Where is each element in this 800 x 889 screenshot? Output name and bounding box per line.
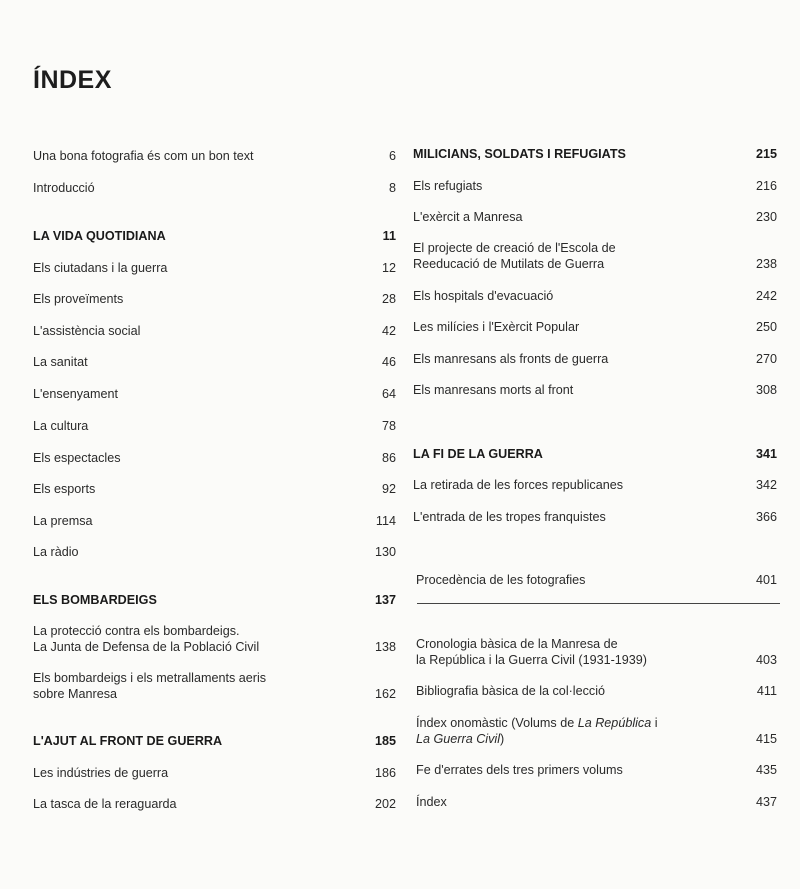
toc-section-heading[interactable]: MILICIANS, SOLDATS I REFUGIATS 215 [413, 147, 777, 161]
toc-entry[interactable]: La retirada de les forces republicanes 342 [413, 478, 777, 492]
toc-entry[interactable]: L'entrada de les tropes franquistes 366 [413, 510, 777, 524]
toc-entry[interactable]: La sanitat 46 [33, 355, 396, 369]
toc-section-heading[interactable]: L'AJUT AL FRONT DE GUERRA 185 [33, 734, 396, 748]
toc-entry[interactable]: Índex onomàstic (Volums de La República i La Guerra Civil) 415 [416, 716, 777, 746]
page-title: ÍNDEX [33, 66, 112, 94]
section-divider [417, 603, 780, 604]
toc-section-heading[interactable]: ELS BOMBARDEIGS 137 [33, 593, 396, 607]
toc-entry[interactable]: Introducció 8 [33, 181, 396, 195]
toc-entry[interactable]: Procedència de les fotografies 401 [416, 573, 777, 587]
toc-entry[interactable]: Els espectacles 86 [33, 451, 396, 465]
toc-entry[interactable]: La premsa 114 [33, 514, 396, 528]
toc-entry[interactable]: El projecte de creació de l'Escola de Reeducació de Mutilats de Guerra 238 [413, 241, 777, 271]
toc-entry[interactable]: Els esports 92 [33, 482, 396, 496]
toc-entry[interactable]: Els bombardeigs i els metrallaments aeris sobre Manresa 162 [33, 671, 396, 701]
toc-entry[interactable]: L'exèrcit a Manresa 230 [413, 210, 777, 224]
toc-entry[interactable]: La cultura 78 [33, 419, 396, 433]
toc-entry[interactable]: Els hospitals d'evacuació 242 [413, 289, 777, 303]
toc-entry[interactable]: L'assistència social 42 [33, 324, 396, 338]
toc-entry[interactable]: Els refugiats 216 [413, 179, 777, 193]
toc-entry[interactable]: Els manresans als fronts de guerra 270 [413, 352, 777, 366]
toc-entry[interactable]: La tasca de la reraguarda 202 [33, 797, 396, 811]
toc-entry[interactable]: Els manresans morts al front 308 [413, 383, 777, 397]
toc-entry[interactable]: Les milícies i l'Exèrcit Popular 250 [413, 320, 777, 334]
toc-entry[interactable]: Fe d'errates dels tres primers volums 435 [416, 763, 777, 777]
toc-entry[interactable]: Bibliografia bàsica de la col·lecció 411 [416, 684, 777, 698]
toc-entry[interactable]: L'ensenyament 64 [33, 387, 396, 401]
toc-entry[interactable]: Els ciutadans i la guerra 12 [33, 261, 396, 275]
toc-section-heading[interactable]: LA FI DE LA GUERRA 341 [413, 447, 777, 461]
toc-entry[interactable]: Una bona fotografia és com un bon text 6 [33, 149, 396, 163]
toc-entry[interactable]: La ràdio 130 [33, 545, 396, 559]
toc-entry[interactable]: Les indústries de guerra 186 [33, 766, 396, 780]
toc-entry[interactable]: Índex 437 [416, 795, 777, 809]
toc-entry[interactable]: Cronologia bàsica de la Manresa de la República i la Guerra Civil (1931-1939) 403 [416, 637, 777, 667]
toc-entry[interactable]: La protecció contra els bombardeigs. La Junta de Defensa de la Població Civil 138 [33, 624, 396, 654]
toc-entry[interactable]: Els proveïments 28 [33, 292, 396, 306]
toc-section-heading[interactable]: LA VIDA QUOTIDIANA 11 [33, 229, 396, 243]
